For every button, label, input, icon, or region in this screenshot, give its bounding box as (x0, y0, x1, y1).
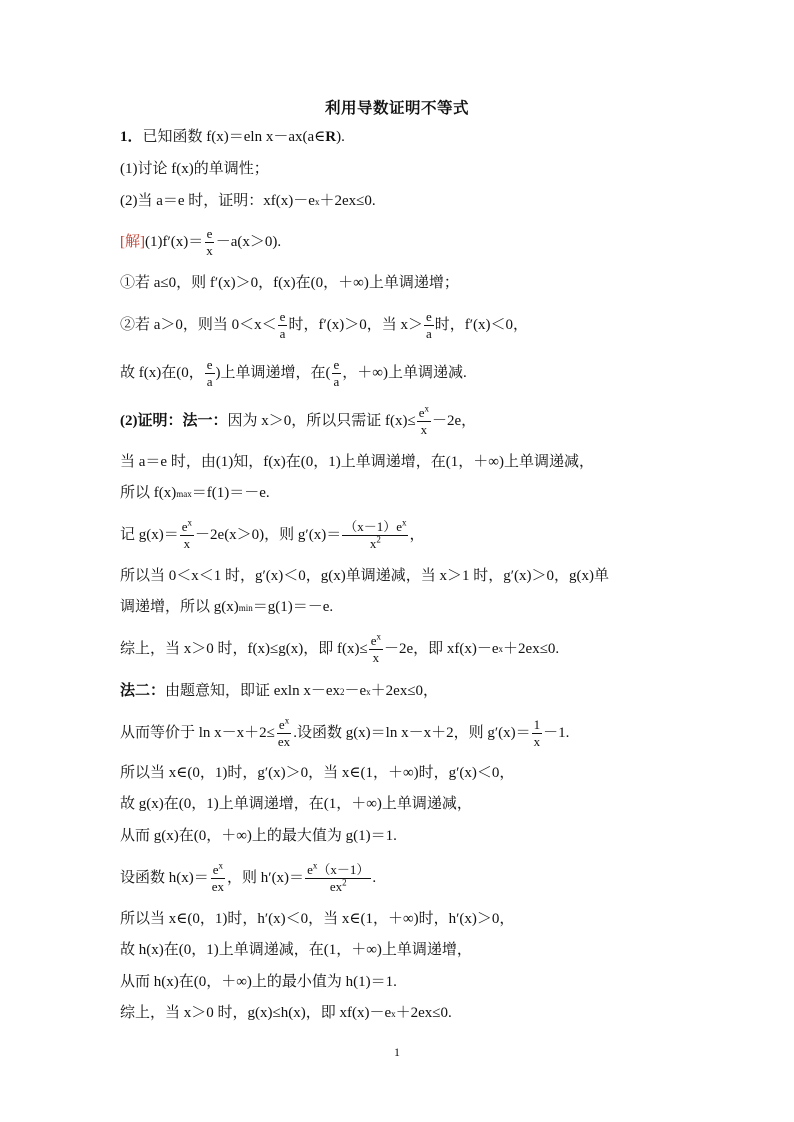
question-1-text: (1)讨论 f(x)的单调性； (120, 161, 269, 177)
text: 调递增，所以 g(x) (120, 599, 239, 615)
text: 记 g(x)＝ (120, 526, 179, 543)
page-title: 利用导数证明不等式 (324, 100, 469, 117)
fraction (305, 860, 371, 894)
numerator (277, 715, 291, 734)
text: 综上，当 x＞0 时，g(x)≤h(x)，即 xf(x)－e (120, 1005, 392, 1021)
exponent: x (401, 517, 407, 528)
solution-line-1 (120, 227, 281, 257)
problem-statement (120, 130, 345, 145)
fraction (210, 860, 226, 894)
text: 故 f(x)在(0， (120, 364, 204, 381)
exponent: x (312, 860, 318, 871)
solution-line-10: 调递增，所以 g(x) min ＝g(1)＝－e. (120, 599, 334, 615)
problem-text: 已知函数 f(x)＝eln x－ax(a∈ (142, 129, 326, 145)
base: x (369, 535, 377, 551)
text: ①若 a≤0，则 f′(x)＞0，f(x)在(0，＋∞)上单调递增； (120, 275, 459, 291)
text: 所以当 x∈(0，1)时，h′(x)＜0，当 x∈(1，＋∞)时，h′(x)＞0， (120, 911, 515, 927)
solution-line-2 (120, 276, 459, 291)
solution-line-17 (120, 860, 377, 894)
base: e (307, 862, 313, 877)
solution-line-7: 所以 f(x) max ＝f(1)＝－e. (120, 485, 270, 501)
exponent: x (424, 403, 429, 414)
exponent: x (218, 860, 224, 871)
text: ＝g(1)＝－e. (252, 599, 334, 615)
denominator: x (372, 649, 380, 665)
numerator (305, 860, 371, 879)
solution-line-16 (120, 829, 397, 844)
solution-line-11: 综上，当 x＞0 时，f(x)≤g(x)，即 f(x)≤ $\frac{e^x}{x}$ －2e，即 xf(x)－e x ＋2ex≤0. (120, 631, 560, 665)
denominator: x (420, 421, 428, 437)
denominator: x (183, 535, 191, 551)
base: e (278, 717, 285, 732)
text: 设函数 h(x)＝ (120, 869, 209, 886)
text: 故 h(x)在(0，1)上单调递减，在(1，＋∞)上单调递增， (120, 942, 472, 958)
fraction (180, 517, 194, 551)
real-set-symbol: R (325, 129, 337, 145)
text: －a(x＞0). (215, 233, 282, 250)
text: －e (344, 683, 367, 699)
numerator: 1 (533, 717, 541, 732)
base: e (181, 519, 188, 534)
denominator: x (206, 242, 213, 258)
exponent: x (284, 715, 290, 726)
question-1 (120, 162, 269, 177)
text: 从而 h(x)在(0，＋∞)上的最小值为 h(1)＝1. (120, 974, 397, 990)
solution-line-14 (120, 766, 514, 781)
text: 由题意知，即证 exln x－ex (165, 683, 340, 699)
numerator: e (425, 309, 432, 324)
base: e (212, 862, 219, 877)
text: ＋2ex≤0. (395, 1005, 452, 1021)
question-2-text-end: ＋2ex≤0. (319, 193, 376, 209)
exponent: x (187, 517, 193, 528)
denominator: a (425, 325, 432, 341)
solution-line-21: 综上，当 x＞0 时，g(x)≤h(x)，即 xf(x)－e x ＋2ex≤0. (120, 1005, 452, 1021)
fraction (205, 358, 215, 388)
solution-line-5 (120, 403, 477, 437)
text: )上单调递增，在( (215, 364, 331, 381)
denominator: ex (277, 733, 291, 749)
text: ， (409, 526, 425, 543)
text: 时，f′(x)＞0，当 x＞ (288, 316, 423, 333)
text: .设函数 g(x)＝ln x－x＋2，则 g′(x)＝ (293, 724, 531, 741)
fraction (276, 715, 292, 749)
numerator: e (333, 357, 340, 372)
text: . (372, 869, 377, 886)
base: ex (329, 878, 343, 894)
fraction (332, 358, 342, 388)
denominator: ex (211, 878, 225, 894)
question-2: (2)当 a＝e 时，证明：xf(x)－e x ＋2ex≤0. (120, 193, 376, 209)
solution-line-8 (120, 517, 425, 551)
numerator: e (279, 309, 286, 324)
base: e (418, 405, 425, 420)
text: 故 g(x)在(0，1)上单调递增，在(1，＋∞)上单调递减， (120, 796, 472, 812)
method-2-label: 法二： (120, 683, 166, 699)
text: －2e(x＞0)，则 g′(x)＝ (195, 526, 342, 543)
numerator (417, 403, 431, 422)
denominator (368, 536, 383, 551)
text: (1)f′(x)＝ (145, 233, 204, 250)
factor: （x－1） (317, 862, 370, 877)
text: －1. (543, 724, 570, 741)
solution-line-13 (120, 715, 570, 749)
solution-line-6 (120, 455, 594, 470)
fraction (204, 227, 215, 257)
fraction (369, 631, 383, 665)
solution-line-3 (120, 310, 528, 340)
solution-label: [解] (120, 233, 145, 250)
numerator (211, 860, 225, 879)
text: －2e， (432, 412, 477, 429)
solution-line-9 (120, 569, 609, 584)
fraction (532, 718, 543, 748)
denominator: x (533, 733, 541, 749)
question-2-text: (2)当 a＝e 时，证明：xf(x)－e (120, 193, 315, 209)
solution-line-20 (120, 975, 397, 990)
denominator (328, 879, 349, 894)
method-1-label: (2)证明：法一： (120, 412, 228, 429)
numerator (369, 631, 383, 650)
text: ＋2ex≤0. (503, 640, 560, 657)
fraction (424, 310, 434, 340)
text: －2e，即 xf(x)－e (383, 640, 499, 657)
denominator: a (279, 325, 286, 341)
solution-line-18 (120, 912, 514, 927)
denominator: a (333, 373, 340, 389)
text: 从而 g(x)在(0，＋∞)上的最大值为 g(1)＝1. (120, 828, 397, 844)
solution-line-4 (120, 358, 467, 388)
text: ，＋∞)上单调递减. (342, 364, 467, 381)
fraction (417, 403, 431, 437)
text: 从而等价于 ln x－x＋2≤ (120, 724, 275, 741)
problem-text-end: ). (336, 129, 345, 145)
text: 综上，当 x＞0 时，f(x)≤g(x)，即 f(x)≤ (120, 640, 368, 657)
base: （x－1）e (344, 519, 402, 534)
text: ＝f(1)＝－e. (191, 485, 270, 501)
text: 所以当 0＜x＜1 时，g′(x)＜0，g(x)单调递减，当 x＞1 时，g′(x)＞0，g(x)单 (120, 568, 610, 584)
exponent: 2 (376, 534, 381, 545)
solution-line-15 (120, 797, 472, 812)
fraction (278, 310, 288, 340)
exponent: x (376, 631, 381, 642)
fraction (342, 517, 408, 551)
text: 所以 f(x) (120, 485, 177, 501)
numerator (180, 517, 194, 536)
text: ②若 a＞0，则当 0＜x＜ (120, 316, 277, 333)
text: 因为 x＞0，所以只需证 f(x)≤ (227, 412, 416, 429)
text: 当 a＝e 时，由(1)知，f(x)在(0，1)上单调递增，在(1，＋∞)上单调递减， (120, 454, 594, 470)
text: ＋2ex≤0， (370, 683, 439, 699)
text: 所以当 x∈(0，1)时，g′(x)＞0，当 x∈(1，＋∞)时，g′(x)＜0， (120, 765, 515, 781)
numerator: e (206, 226, 213, 241)
problem-number: 1． (120, 129, 143, 145)
base: e (370, 633, 377, 648)
denominator: a (206, 373, 213, 389)
numerator: e (206, 357, 213, 372)
numerator (342, 517, 408, 536)
text: ，则 h′(x)＝ (227, 869, 305, 886)
solution-line-19 (120, 943, 472, 958)
solution-line-12: 法二： 由题意知，即证 exln x－ex 2 －e x ＋2ex≤0， (120, 683, 439, 699)
text: 时，f′(x)＜0， (434, 316, 529, 333)
page-number: 1 (394, 1045, 400, 1059)
exponent: 2 (342, 877, 347, 888)
